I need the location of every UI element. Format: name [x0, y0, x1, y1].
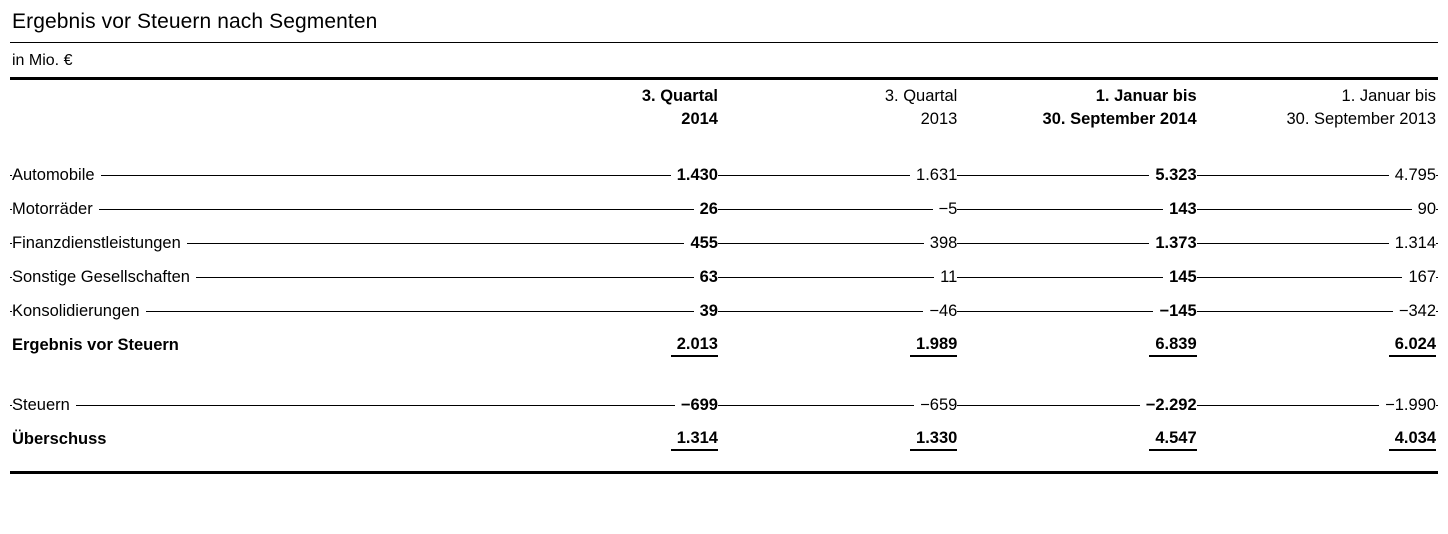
row-value-3 — [959, 227, 1198, 261]
table-row — [10, 295, 1438, 329]
column-header-2 — [720, 79, 959, 137]
row-value-3 — [959, 389, 1198, 423]
row-value-1-text: 2.013 — [671, 335, 718, 358]
header-spacer-row — [10, 137, 1438, 159]
row-value-1 — [481, 389, 720, 423]
row-value-2-text: −46 — [923, 302, 957, 322]
row-value-2 — [720, 227, 959, 261]
table-row-total — [10, 423, 1438, 457]
column-header-1-line1: 3. Quartal — [641, 87, 718, 106]
table-row — [10, 193, 1438, 227]
leader-line — [720, 209, 959, 210]
row-value-4-text: 6.024 — [1389, 335, 1436, 358]
row-value-2 — [720, 329, 959, 363]
column-header-1-line2: 2014 — [681, 109, 718, 128]
table-row — [10, 159, 1438, 193]
row-value-4 — [1199, 389, 1438, 423]
row-value-1-text: 455 — [684, 234, 718, 254]
row-value-2-text: 1.631 — [910, 166, 957, 186]
row-value-2-text: −659 — [914, 396, 957, 416]
row-value-1-text: 39 — [694, 302, 718, 322]
row-value-3 — [959, 159, 1198, 193]
row-value-2 — [720, 295, 959, 329]
table-row-total — [10, 329, 1438, 363]
page-title: Ergebnis vor Steuern nach Segmenten — [12, 10, 378, 33]
column-header-2-line2: 2013 — [920, 109, 958, 128]
row-value-4 — [1199, 295, 1438, 329]
header-spacer-cell — [10, 137, 1438, 159]
row-value-2 — [720, 423, 959, 457]
row-value-3-text: 145 — [1163, 268, 1197, 288]
row-value-4-text: −1.990 — [1379, 396, 1436, 416]
row-label-text: Motorräder — [12, 200, 99, 220]
row-value-4-text: 90 — [1412, 200, 1436, 220]
row-value-3 — [959, 193, 1198, 227]
table-gap-cell — [10, 363, 1438, 389]
column-header-2-line1: 3. Quartal — [884, 87, 958, 106]
row-label-text: Ergebnis vor Steuern — [12, 336, 185, 356]
row-value-2-text: 1.330 — [910, 429, 957, 452]
header-corner — [10, 79, 481, 137]
column-header-1 — [481, 79, 720, 137]
table-row — [10, 227, 1438, 261]
leader-line — [481, 311, 720, 312]
column-header-3-line2: 30. September 2014 — [1042, 109, 1197, 128]
column-header-4-line1: 1. Januar bis — [1341, 87, 1436, 106]
leader-line — [481, 209, 720, 210]
row-value-2 — [720, 193, 959, 227]
leader-line — [1199, 209, 1438, 210]
row-value-3-text: 6.839 — [1149, 335, 1196, 358]
row-value-3-text: −2.292 — [1140, 396, 1197, 416]
column-header-4-line2: 30. September 2013 — [1286, 109, 1436, 128]
row-value-3 — [959, 423, 1198, 457]
table-header-row — [10, 79, 1438, 137]
row-value-3 — [959, 329, 1198, 363]
row-value-1-text: −699 — [675, 396, 718, 416]
row-value-2 — [720, 389, 959, 423]
row-value-1-text: 63 — [694, 268, 718, 288]
row-value-4 — [1199, 159, 1438, 193]
row-value-3 — [959, 261, 1198, 295]
leader-line — [10, 405, 481, 406]
row-label-text: Automobile — [12, 166, 101, 186]
row-value-1-text: 1.314 — [671, 429, 718, 452]
row-label — [10, 423, 481, 457]
row-value-4 — [1199, 329, 1438, 363]
row-label-text: Überschuss — [12, 430, 112, 450]
row-value-2 — [720, 261, 959, 295]
table-body — [10, 159, 1438, 457]
table-bottom-rule — [10, 471, 1438, 474]
row-value-3-text: 1.373 — [1149, 234, 1196, 254]
table-gap-row — [10, 363, 1438, 389]
leader-line — [720, 277, 959, 278]
row-value-4-text: 1.314 — [1389, 234, 1436, 254]
row-value-3 — [959, 295, 1198, 329]
row-value-4-text: 4.034 — [1389, 429, 1436, 452]
row-value-3-text: −145 — [1153, 302, 1196, 322]
row-value-1 — [481, 261, 720, 295]
row-value-4 — [1199, 227, 1438, 261]
row-value-4 — [1199, 423, 1438, 457]
row-value-2-text: 398 — [924, 234, 958, 254]
row-label-text: Konsolidierungen — [12, 302, 146, 322]
unit-label: in Mio. € — [12, 52, 73, 70]
row-value-4 — [1199, 193, 1438, 227]
row-label — [10, 329, 481, 363]
column-header-3-line1: 1. Januar bis — [1095, 87, 1197, 106]
row-value-2-text: 11 — [934, 268, 957, 288]
row-value-4-text: 167 — [1402, 268, 1436, 288]
column-header-3 — [959, 79, 1198, 137]
row-value-3-text: 5.323 — [1149, 166, 1196, 186]
row-value-1 — [481, 329, 720, 363]
table-header — [10, 79, 1438, 159]
leader-line — [481, 277, 720, 278]
row-label — [10, 295, 481, 329]
row-value-1 — [481, 159, 720, 193]
row-label — [10, 227, 481, 261]
row-value-4 — [1199, 261, 1438, 295]
row-label-text: Steuern — [12, 396, 76, 416]
row-value-1-text: 1.430 — [671, 166, 718, 186]
row-value-3-text: 4.547 — [1149, 429, 1196, 452]
table-row — [10, 389, 1438, 423]
row-value-1-text: 26 — [694, 200, 718, 220]
table-row — [10, 261, 1438, 295]
row-value-3-text: 143 — [1163, 200, 1197, 220]
row-value-1 — [481, 227, 720, 261]
column-header-4 — [1199, 79, 1438, 137]
row-value-2-text: 1.989 — [910, 335, 957, 358]
row-label — [10, 389, 481, 423]
segment-result-table — [10, 77, 1438, 457]
row-value-1 — [481, 193, 720, 227]
row-value-1 — [481, 423, 720, 457]
row-value-1 — [481, 295, 720, 329]
row-value-2 — [720, 159, 959, 193]
row-label — [10, 193, 481, 227]
row-value-2-text: −5 — [933, 200, 958, 220]
row-value-4-text: −342 — [1393, 302, 1436, 322]
row-label — [10, 261, 481, 295]
row-label-text: Finanzdienstleistungen — [12, 234, 187, 254]
row-label-text: Sonstige Gesellschaften — [12, 268, 196, 288]
row-label — [10, 159, 481, 193]
row-value-4-text: 4.795 — [1389, 166, 1436, 186]
